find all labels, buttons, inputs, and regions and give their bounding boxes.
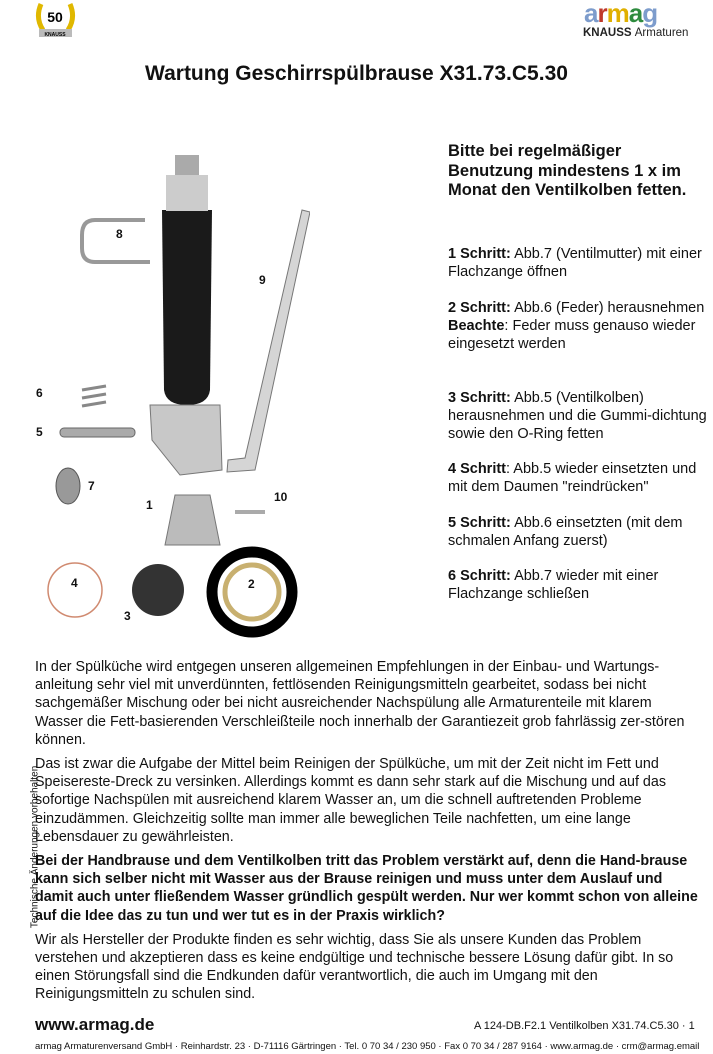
label-1: 1: [146, 498, 153, 512]
label-2: 2: [248, 577, 255, 591]
body-text: [35, 658, 700, 1010]
step-4: 4 Schritt: Abb.5 wieder einsetzten und mit dem Daumen "reindrücken": [448, 461, 697, 495]
svg-text:KNAUSS: KNAUSS: [44, 32, 66, 38]
label-8: 8: [116, 227, 123, 241]
side-note: Technische Änderungen vorbehalten.: [29, 762, 41, 929]
label-10: 10: [274, 490, 288, 504]
part-3-sieve: [132, 564, 184, 616]
label-3: 3: [124, 609, 131, 623]
step-3: 3 Schritt: Abb.5 (Ventilkolben) herausnehmen und die Gummi-dichtung sowie den O-Ring fetten: [448, 390, 707, 442]
footer-address: armag Armaturenversand GmbH · Reinhardstr. 23 · D-71116 Gärtringen · Tel. 0 70 34 / 230 950 · Fax 0 70 34 / 287 9164 · www.armag.de · crm@armag.email: [35, 1041, 700, 1052]
footer-docref: A 124-DB.F2.1 Ventilkolben X31.74.C5.30 · 1: [474, 1020, 695, 1032]
step-2: 2 Schritt: Abb.6 (Feder) herausnehmen Beachte: Feder muss genauso wieder eingesetzt werden: [448, 300, 705, 352]
paragraph: In der Spülküche wird entgegen unseren allgemeinen Empfehlungen in der Einbau- und Wartungs-anleitung sehr viel mit unverdünnten, fettlösenden Reinigungsmitteln gearbeitet, sodass bei nicht sachgemäßer Mischung oder bei nicht ausreichender Nachspülung alle Armaturenteile mit klarem Wasser die Fett-basierenden Verschleißteile noch innerhalb der Garantiezeit grob fahrlässig zer-stören können.: [35, 659, 685, 748]
step-6: 6 Schritt: Abb.7 wieder mit einer Flachzange schließen: [448, 568, 659, 602]
thread-top: [175, 155, 199, 175]
part-6-spring: [82, 386, 106, 406]
label-4: 4: [71, 576, 78, 590]
part-9-lever: [227, 210, 310, 472]
step-5: 5 Schritt: Abb.6 einsetzten (mit dem schmalen Anfang zuerst): [448, 515, 683, 549]
part-10-pin: [235, 510, 265, 514]
knauss-50-logo: [33, 0, 78, 40]
part-7-nut: [56, 468, 80, 504]
step-1: 1 Schritt: Abb.7 (Ventilmutter) mit einer Flachzange öffnen: [448, 246, 702, 280]
label-5: 5: [36, 425, 43, 439]
part-handle: [162, 210, 212, 405]
page-title: Wartung Geschirrspülbrause X31.73.C5.30: [145, 62, 568, 85]
paragraph-bold: Bei der Handbrause und dem Ventilkolben tritt das Problem verstärkt auf, denn die Hand-brause kann sich selber nicht mit Wasser aus der Brause reinigen und muss unter dem Auslauf und damit auch unter fließendem Wasser gründlich gespült werden. Nur wer kommt schon von alleine auf die Idee das zu tun und wer tut es in der Praxis wirklich?: [35, 853, 698, 924]
svg-text:KNAUSS Armaturen: KNAUSS Armaturen: [583, 27, 689, 39]
label-7: 7: [88, 479, 95, 493]
armag-logo: [582, 0, 694, 40]
maintenance-intro: Bitte bei regelmäßiger Benutzung mindestens 1 x im Monat den Ventilkolben fetten.: [448, 142, 687, 199]
part-1-nozzle: [165, 495, 220, 545]
svg-text:armag: armag: [584, 0, 658, 28]
paragraph: Wir als Hersteller der Produkte finden es sehr wichtig, dass Sie als unsere Kunden das Problem verstehen und akzeptieren dass es keine endgültige und technische bessere Lösung dafür gibt. In so einen Störungsfall sind die Endkunden dafür verantwortlich, die auch im Umgang mit den Reinigungsmitteln zu schulen sind.: [35, 931, 674, 1003]
footer-website[interactable]: www.armag.de: [35, 1015, 155, 1034]
part-valve-body: [150, 405, 222, 475]
paragraph: Das ist zwar die Aufgabe der Mittel beim Reinigen der Spülküche, um mit der Zeit nicht im Fett und Speisereste-Dreck zu versinken. Allerdings kommt es dann sehr stark auf die Mischung und auf das sofortige Nachspülen mit ausreichend klarem Wasser an, um die schnell auftretenden Probleme einzudämmen. Gleichzeitig sollte man immer alle beweglichen Teile nachfetten, um eine lange Lebensdauer zu gewährleisten.: [35, 756, 666, 845]
part-4-oring: [48, 563, 102, 617]
part-5-piston: [60, 428, 135, 437]
product-exploded-view: [30, 140, 310, 650]
label-6: 6: [36, 386, 43, 400]
label-9: 9: [259, 273, 266, 287]
svg-text:50: 50: [47, 9, 63, 25]
